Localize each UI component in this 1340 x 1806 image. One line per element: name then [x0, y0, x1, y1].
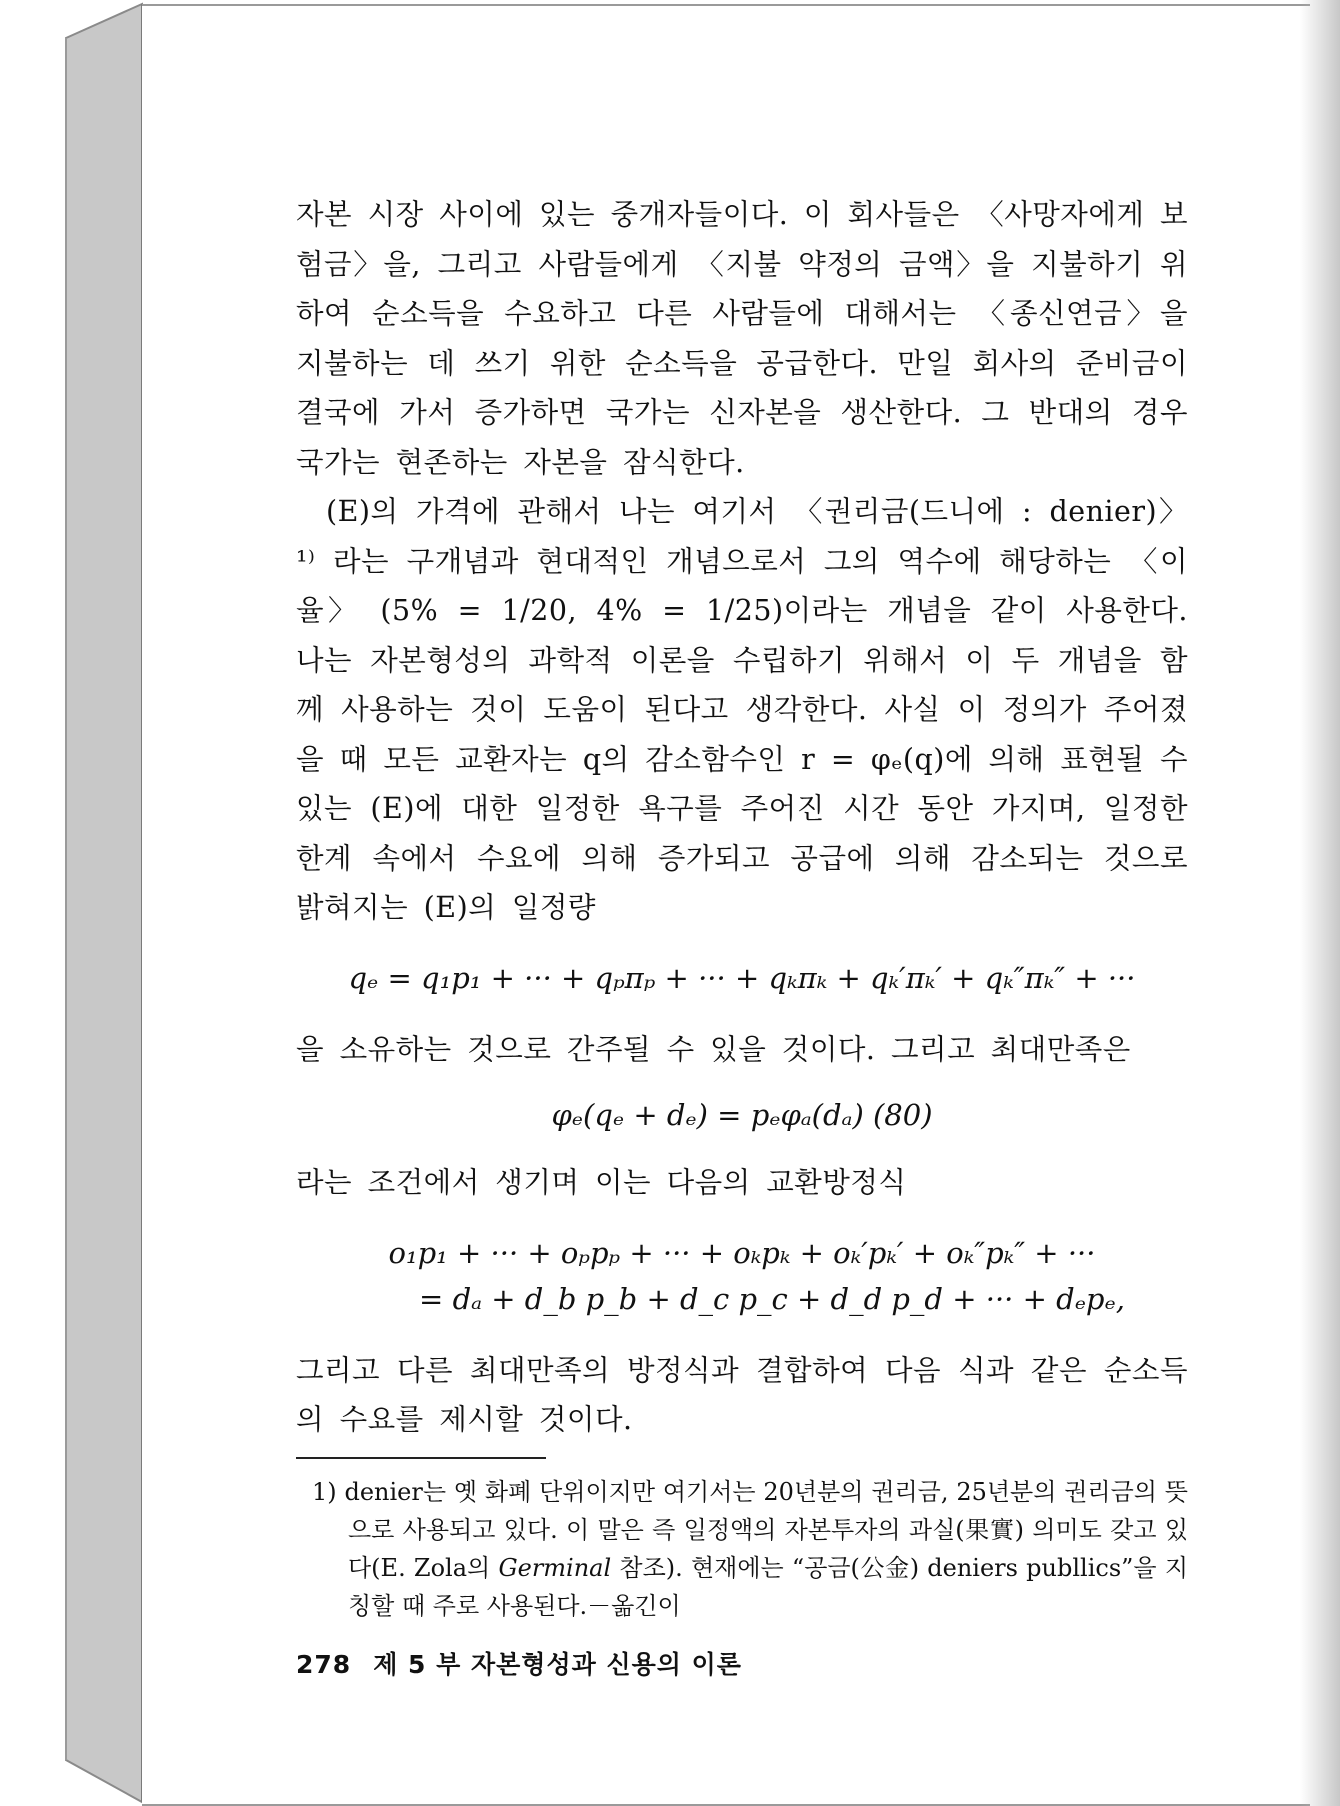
paragraph-5: 그리고 다른 최대만족의 방정식과 결합하여 다음 식과 같은 순소득의 수요를 제시할 것이다.: [296, 1353, 1188, 1436]
footnote-text-b: 참조). 현재에는 “공금(公金) deniers publlics”을 지칭할 때 주로 사용된다.－옮긴이: [348, 1553, 1189, 1620]
footnote-divider: [296, 1457, 546, 1459]
paragraph-3: 을 소유하는 것으로 간주될 수 있을 것이다. 그리고 최대만족은: [296, 1032, 1131, 1066]
footnote-marker: 1): [312, 1477, 337, 1506]
paragraph-2: (E)의 가격에 관해서 나는 여기서 〈권리금(드니에 : denier)〉¹⁾ 라는 구개념과 현대적인 개념으로서 그의 역수에 해당하는 〈이율〉 (5% = 1/20, 4% = 1/25)이라는 개념을 같이 사용한다. 나는 자본형성의 과학적 이론을 수립하기 위해서 이 두 개념을 함께 사용하는 것이 도움이 된다고 생각한다. 사실 이 정의가 주어졌을 때 모든 교환자는 q의 감소함수인 r = φₑ(q)에 의해 표현될 수 있는 (E)에 대한 일정한 욕구를 주어진 시간 동안 가지며, 일정한 한계 속에서 수요에 의해 증가되고 공급에 의해 감소되는 것으로 밝혀지는 (E)의 일정량: [296, 495, 1188, 924]
paragraph-4: 라는 조건에서 생기며 이는 다음의 교환방정식: [296, 1166, 907, 1199]
footnote-text-a: denier는 옛 화폐 단위이지만 여기서는 20년분의 권리금, 25년분의 권리금의 뜻으로 사용되고 있다. 이 말은 즉 일정액의 자본투자의 과실(果實) 의미도 갖고 있다(E. Zola의: [344, 1477, 1188, 1582]
page-edge-shadow: [1300, 0, 1340, 1806]
equation-3-line-1: o₁p₁ + ··· + oₚpₚ + ··· + oₖpₖ + oₖ′pₖ′ + oₖ″pₖ″ + ···: [388, 1235, 1096, 1270]
equation-3-line-2: = dₐ + d_b p_b + d_c p_c + d_d p_d + ··· + dₑpₑ,: [419, 1281, 1125, 1316]
running-footer: [296, 1645, 1188, 1681]
paragraph-1: 자본 시장 사이에 있는 중개자들이다. 이 회사들은 〈사망자에게 보험금〉을, 그리고 사람들에게 〈지불 약정의 금액〉을 지불하기 위하여 순소득을 수요하고 다른 사람들에 대해서는 〈종신연금〉을 지불하는 데 쓰기 위한 순소득을 공급한다. 만일 회사의 준비금이 결국에 가서 증가하면 국가는 신자본을 생산한다. 그 반대의 경우 국가는 현존하는 자본을 잠식한다.: [296, 198, 1188, 479]
footnote-italic-title: Germinal: [498, 1553, 612, 1582]
equation-1: qₑ = q₁p₁ + ··· + qₚπₚ + ··· + qₖπₖ + qₖ′πₖ′ + qₖ″πₖ″ + ···: [348, 960, 1136, 995]
equation-3: [296, 1230, 1188, 1322]
page-number: 278: [296, 1649, 352, 1679]
section-title: 제 5 부 자본형성과 신용의 이론: [373, 1649, 742, 1679]
equation-2: φₑ(qₑ + dₑ) = pₑφₐ(dₐ) (80): [551, 1098, 933, 1132]
page-body: [296, 190, 1188, 1681]
footnote-1: [296, 1473, 1188, 1625]
